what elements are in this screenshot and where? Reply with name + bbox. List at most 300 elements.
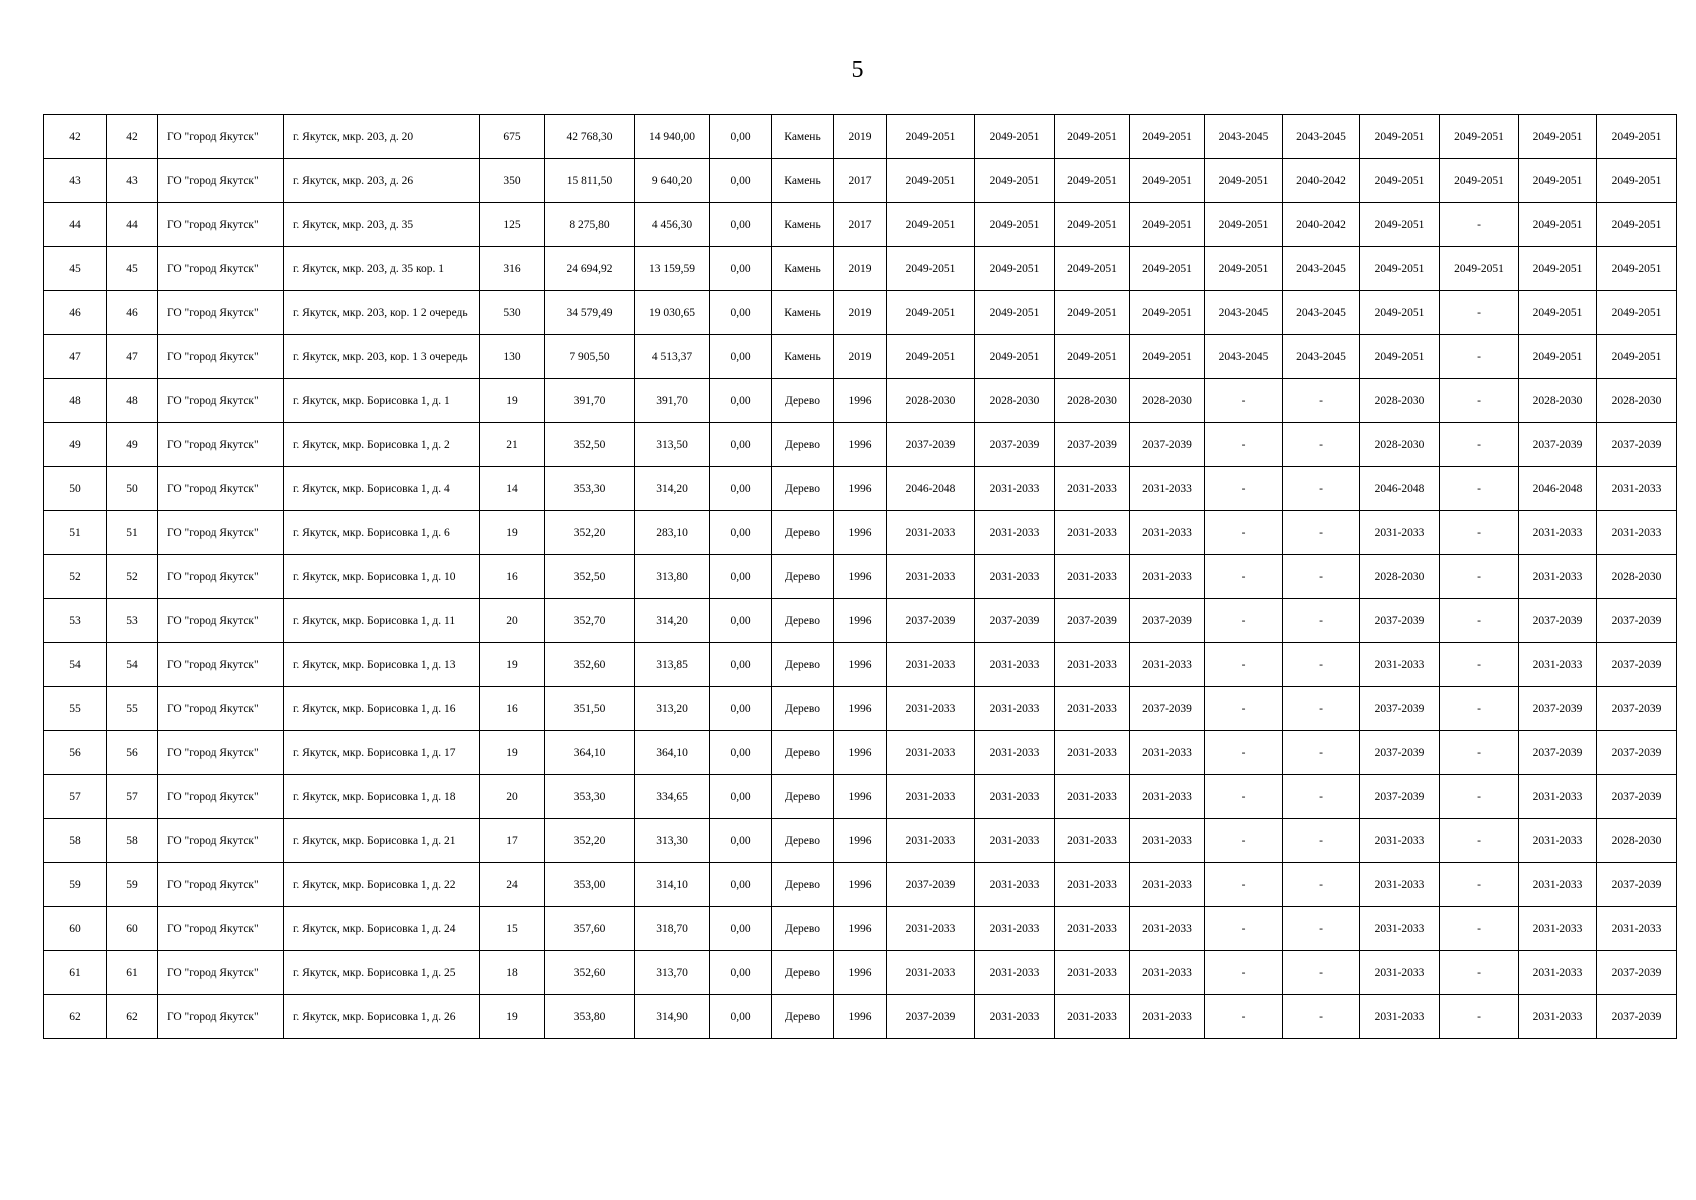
period-8-cell: 2049-2051 [1440,247,1519,291]
year-cell: 2017 [834,203,887,247]
period-5-cell: - [1205,511,1283,555]
period-4-cell: 2037-2039 [1130,687,1205,731]
period-9-cell: 2028-2030 [1519,379,1597,423]
period-1-cell: 2031-2033 [887,643,975,687]
address-cell: г. Якутск, мкр. Борисовка 1, д. 26 [284,995,480,1039]
period-8-cell: - [1440,203,1519,247]
period-2-cell: 2031-2033 [975,555,1055,599]
item-number-cell: 46 [107,291,158,335]
period-3-cell: 2031-2033 [1055,731,1130,775]
year-cell: 1996 [834,687,887,731]
period-3-cell: 2031-2033 [1055,995,1130,1039]
row-number-cell: 60 [44,907,107,951]
wall-material-cell: Дерево [772,467,834,511]
municipality-cell: ГО "город Якутск" [158,599,284,643]
period-10-cell: 2037-2039 [1597,423,1677,467]
period-10-cell: 2049-2051 [1597,247,1677,291]
municipality-cell: ГО "город Якутск" [158,951,284,995]
municipality-cell: ГО "город Якутск" [158,423,284,467]
period-2-cell: 2031-2033 [975,951,1055,995]
period-3-cell: 2031-2033 [1055,687,1130,731]
living-area-cell: 313,70 [635,951,710,995]
period-7-cell: 2037-2039 [1360,731,1440,775]
item-number-cell: 45 [107,247,158,291]
period-10-cell: 2049-2051 [1597,203,1677,247]
period-4-cell: 2031-2033 [1130,951,1205,995]
period-9-cell: 2031-2033 [1519,819,1597,863]
period-6-cell: - [1283,819,1360,863]
municipality-cell: ГО "город Якутск" [158,335,284,379]
housing-register-table [43,114,1677,1039]
page-number: 5 [851,57,864,83]
period-6-cell: - [1283,555,1360,599]
period-4-cell: 2031-2033 [1130,467,1205,511]
period-10-cell: 2037-2039 [1597,643,1677,687]
period-10-cell: 2037-2039 [1597,599,1677,643]
residents-cell: 19 [480,731,545,775]
period-9-cell: 2031-2033 [1519,995,1597,1039]
period-4-cell: 2031-2033 [1130,643,1205,687]
period-1-cell: 2031-2033 [887,555,975,599]
period-2-cell: 2049-2051 [975,115,1055,159]
period-8-cell: - [1440,335,1519,379]
year-cell: 1996 [834,863,887,907]
period-2-cell: 2049-2051 [975,247,1055,291]
period-4-cell: 2037-2039 [1130,599,1205,643]
value-cell: 0,00 [710,335,772,379]
period-4-cell: 2037-2039 [1130,423,1205,467]
address-cell: г. Якутск, мкр. 203, кор. 1 2 очередь [284,291,480,335]
total-area-cell: 357,60 [545,907,635,951]
municipality-cell: ГО "город Якутск" [158,159,284,203]
residents-cell: 24 [480,863,545,907]
table-row [44,467,1677,511]
municipality-cell: ГО "город Якутск" [158,115,284,159]
item-number-cell: 62 [107,995,158,1039]
period-4-cell: 2031-2033 [1130,819,1205,863]
wall-material-cell: Дерево [772,819,834,863]
period-4-cell: 2028-2030 [1130,379,1205,423]
period-7-cell: 2037-2039 [1360,599,1440,643]
period-1-cell: 2028-2030 [887,379,975,423]
period-7-cell: 2037-2039 [1360,775,1440,819]
municipality-cell: ГО "город Якутск" [158,379,284,423]
residents-cell: 16 [480,555,545,599]
year-cell: 2019 [834,291,887,335]
item-number-cell: 54 [107,643,158,687]
period-5-cell: - [1205,599,1283,643]
period-3-cell: 2031-2033 [1055,511,1130,555]
year-cell: 1996 [834,819,887,863]
year-cell: 1996 [834,423,887,467]
year-cell: 2019 [834,115,887,159]
residents-cell: 20 [480,599,545,643]
period-7-cell: 2049-2051 [1360,159,1440,203]
period-3-cell: 2031-2033 [1055,467,1130,511]
period-5-cell: - [1205,643,1283,687]
period-7-cell: 2031-2033 [1360,951,1440,995]
residents-cell: 19 [480,379,545,423]
period-9-cell: 2037-2039 [1519,599,1597,643]
total-area-cell: 353,30 [545,467,635,511]
period-10-cell: 2037-2039 [1597,863,1677,907]
period-2-cell: 2031-2033 [975,643,1055,687]
period-9-cell: 2031-2033 [1519,951,1597,995]
period-10-cell: 2049-2051 [1597,159,1677,203]
item-number-cell: 42 [107,115,158,159]
period-8-cell: - [1440,995,1519,1039]
period-8-cell: - [1440,291,1519,335]
value-cell: 0,00 [710,555,772,599]
period-3-cell: 2037-2039 [1055,423,1130,467]
row-number-cell: 58 [44,819,107,863]
period-5-cell: - [1205,467,1283,511]
value-cell: 0,00 [710,863,772,907]
residents-cell: 19 [480,995,545,1039]
period-2-cell: 2031-2033 [975,687,1055,731]
period-5-cell: - [1205,379,1283,423]
period-1-cell: 2049-2051 [887,247,975,291]
period-4-cell: 2031-2033 [1130,731,1205,775]
period-10-cell: 2037-2039 [1597,775,1677,819]
table-row [44,951,1677,995]
period-8-cell: - [1440,467,1519,511]
year-cell: 1996 [834,775,887,819]
wall-material-cell: Камень [772,159,834,203]
year-cell: 1996 [834,995,887,1039]
period-3-cell: 2049-2051 [1055,291,1130,335]
period-2-cell: 2031-2033 [975,467,1055,511]
period-4-cell: 2031-2033 [1130,555,1205,599]
living-area-cell: 313,50 [635,423,710,467]
period-2-cell: 2031-2033 [975,863,1055,907]
value-cell: 0,00 [710,247,772,291]
period-5-cell: 2043-2045 [1205,335,1283,379]
period-6-cell: - [1283,863,1360,907]
table-row [44,335,1677,379]
period-6-cell: 2040-2042 [1283,159,1360,203]
period-7-cell: 2037-2039 [1360,687,1440,731]
period-1-cell: 2031-2033 [887,951,975,995]
period-1-cell: 2049-2051 [887,291,975,335]
year-cell: 1996 [834,379,887,423]
year-cell: 1996 [834,643,887,687]
period-1-cell: 2031-2033 [887,907,975,951]
total-area-cell: 353,30 [545,775,635,819]
total-area-cell: 351,50 [545,687,635,731]
municipality-cell: ГО "город Якутск" [158,467,284,511]
municipality-cell: ГО "город Якутск" [158,643,284,687]
period-3-cell: 2031-2033 [1055,907,1130,951]
period-1-cell: 2031-2033 [887,731,975,775]
period-9-cell: 2049-2051 [1519,247,1597,291]
period-1-cell: 2037-2039 [887,423,975,467]
municipality-cell: ГО "город Якутск" [158,247,284,291]
municipality-cell: ГО "город Якутск" [158,687,284,731]
period-8-cell: - [1440,599,1519,643]
period-6-cell: - [1283,599,1360,643]
address-cell: г. Якутск, мкр. Борисовка 1, д. 11 [284,599,480,643]
period-2-cell: 2031-2033 [975,995,1055,1039]
year-cell: 1996 [834,907,887,951]
period-2-cell: 2031-2033 [975,731,1055,775]
living-area-cell: 313,20 [635,687,710,731]
period-8-cell: - [1440,819,1519,863]
living-area-cell: 364,10 [635,731,710,775]
wall-material-cell: Дерево [772,731,834,775]
period-2-cell: 2049-2051 [975,335,1055,379]
item-number-cell: 61 [107,951,158,995]
municipality-cell: ГО "город Якутск" [158,775,284,819]
period-6-cell: 2043-2045 [1283,247,1360,291]
year-cell: 1996 [834,555,887,599]
total-area-cell: 352,20 [545,511,635,555]
table-row [44,643,1677,687]
period-6-cell: - [1283,907,1360,951]
value-cell: 0,00 [710,291,772,335]
period-1-cell: 2031-2033 [887,775,975,819]
living-area-cell: 283,10 [635,511,710,555]
address-cell: г. Якутск, мкр. Борисовка 1, д. 17 [284,731,480,775]
address-cell: г. Якутск, мкр. 203, кор. 1 3 очередь [284,335,480,379]
table-row [44,159,1677,203]
period-6-cell: - [1283,951,1360,995]
value-cell: 0,00 [710,731,772,775]
period-6-cell: - [1283,379,1360,423]
period-3-cell: 2049-2051 [1055,159,1130,203]
total-area-cell: 15 811,50 [545,159,635,203]
municipality-cell: ГО "город Якутск" [158,511,284,555]
period-9-cell: 2037-2039 [1519,423,1597,467]
period-7-cell: 2049-2051 [1360,115,1440,159]
period-1-cell: 2037-2039 [887,599,975,643]
period-9-cell: 2037-2039 [1519,687,1597,731]
living-area-cell: 313,85 [635,643,710,687]
period-5-cell: - [1205,423,1283,467]
municipality-cell: ГО "город Якутск" [158,291,284,335]
row-number-cell: 57 [44,775,107,819]
item-number-cell: 53 [107,599,158,643]
period-7-cell: 2028-2030 [1360,555,1440,599]
period-3-cell: 2049-2051 [1055,115,1130,159]
total-area-cell: 24 694,92 [545,247,635,291]
period-4-cell: 2049-2051 [1130,335,1205,379]
period-8-cell: - [1440,643,1519,687]
wall-material-cell: Дерево [772,511,834,555]
total-area-cell: 42 768,30 [545,115,635,159]
living-area-cell: 334,65 [635,775,710,819]
wall-material-cell: Камень [772,335,834,379]
period-5-cell: - [1205,863,1283,907]
period-1-cell: 2031-2033 [887,687,975,731]
period-2-cell: 2049-2051 [975,203,1055,247]
period-7-cell: 2028-2030 [1360,379,1440,423]
period-5-cell: 2043-2045 [1205,115,1283,159]
row-number-cell: 47 [44,335,107,379]
period-5-cell: 2049-2051 [1205,247,1283,291]
living-area-cell: 313,30 [635,819,710,863]
living-area-cell: 314,20 [635,467,710,511]
table-row [44,731,1677,775]
year-cell: 1996 [834,467,887,511]
period-6-cell: - [1283,995,1360,1039]
period-2-cell: 2049-2051 [975,159,1055,203]
table-row [44,599,1677,643]
item-number-cell: 51 [107,511,158,555]
period-7-cell: 2031-2033 [1360,863,1440,907]
period-9-cell: 2037-2039 [1519,731,1597,775]
total-area-cell: 352,20 [545,819,635,863]
period-4-cell: 2049-2051 [1130,247,1205,291]
total-area-cell: 352,60 [545,951,635,995]
period-7-cell: 2046-2048 [1360,467,1440,511]
period-7-cell: 2049-2051 [1360,335,1440,379]
period-2-cell: 2028-2030 [975,379,1055,423]
period-7-cell: 2031-2033 [1360,643,1440,687]
period-7-cell: 2049-2051 [1360,247,1440,291]
municipality-cell: ГО "город Якутск" [158,995,284,1039]
period-1-cell: 2049-2051 [887,203,975,247]
wall-material-cell: Дерево [772,951,834,995]
period-5-cell: - [1205,731,1283,775]
row-number-cell: 52 [44,555,107,599]
value-cell: 0,00 [710,467,772,511]
living-area-cell: 4 513,37 [635,335,710,379]
period-7-cell: 2031-2033 [1360,995,1440,1039]
residents-cell: 19 [480,643,545,687]
living-area-cell: 314,10 [635,863,710,907]
period-9-cell: 2049-2051 [1519,159,1597,203]
wall-material-cell: Камень [772,203,834,247]
municipality-cell: ГО "город Якутск" [158,819,284,863]
period-8-cell: - [1440,687,1519,731]
value-cell: 0,00 [710,951,772,995]
table-row [44,995,1677,1039]
total-area-cell: 352,50 [545,423,635,467]
table-row [44,555,1677,599]
total-area-cell: 352,50 [545,555,635,599]
value-cell: 0,00 [710,379,772,423]
period-7-cell: 2031-2033 [1360,819,1440,863]
municipality-cell: ГО "город Якутск" [158,863,284,907]
period-1-cell: 2037-2039 [887,995,975,1039]
period-6-cell: - [1283,423,1360,467]
row-number-cell: 50 [44,467,107,511]
period-6-cell: - [1283,643,1360,687]
row-number-cell: 49 [44,423,107,467]
address-cell: г. Якутск, мкр. Борисовка 1, д. 1 [284,379,480,423]
municipality-cell: ГО "город Якутск" [158,555,284,599]
period-5-cell: 2049-2051 [1205,203,1283,247]
address-cell: г. Якутск, мкр. Борисовка 1, д. 16 [284,687,480,731]
period-10-cell: 2031-2033 [1597,907,1677,951]
living-area-cell: 14 940,00 [635,115,710,159]
period-8-cell: 2049-2051 [1440,115,1519,159]
item-number-cell: 60 [107,907,158,951]
wall-material-cell: Дерево [772,863,834,907]
row-number-cell: 55 [44,687,107,731]
address-cell: г. Якутск, мкр. Борисовка 1, д. 4 [284,467,480,511]
period-4-cell: 2031-2033 [1130,907,1205,951]
period-3-cell: 2037-2039 [1055,599,1130,643]
wall-material-cell: Дерево [772,599,834,643]
residents-cell: 316 [480,247,545,291]
wall-material-cell: Дерево [772,907,834,951]
municipality-cell: ГО "город Якутск" [158,203,284,247]
period-10-cell: 2037-2039 [1597,687,1677,731]
period-6-cell: 2040-2042 [1283,203,1360,247]
wall-material-cell: Камень [772,291,834,335]
address-cell: г. Якутск, мкр. Борисовка 1, д. 21 [284,819,480,863]
year-cell: 1996 [834,599,887,643]
row-number-cell: 43 [44,159,107,203]
period-4-cell: 2031-2033 [1130,863,1205,907]
item-number-cell: 48 [107,379,158,423]
period-2-cell: 2031-2033 [975,819,1055,863]
period-9-cell: 2031-2033 [1519,555,1597,599]
period-4-cell: 2031-2033 [1130,775,1205,819]
table-row [44,775,1677,819]
living-area-cell: 318,70 [635,907,710,951]
year-cell: 1996 [834,951,887,995]
value-cell: 0,00 [710,599,772,643]
period-3-cell: 2028-2030 [1055,379,1130,423]
period-10-cell: 2028-2030 [1597,379,1677,423]
period-10-cell: 2028-2030 [1597,555,1677,599]
period-6-cell: - [1283,511,1360,555]
period-10-cell: 2031-2033 [1597,467,1677,511]
period-8-cell: - [1440,555,1519,599]
residents-cell: 17 [480,819,545,863]
period-3-cell: 2049-2051 [1055,335,1130,379]
period-8-cell: - [1440,951,1519,995]
period-2-cell: 2037-2039 [975,599,1055,643]
period-4-cell: 2031-2033 [1130,995,1205,1039]
period-2-cell: 2031-2033 [975,511,1055,555]
wall-material-cell: Дерево [772,643,834,687]
period-10-cell: 2049-2051 [1597,335,1677,379]
residents-cell: 19 [480,511,545,555]
period-2-cell: 2037-2039 [975,423,1055,467]
item-number-cell: 55 [107,687,158,731]
period-10-cell: 2031-2033 [1597,511,1677,555]
living-area-cell: 4 456,30 [635,203,710,247]
period-7-cell: 2028-2030 [1360,423,1440,467]
period-9-cell: 2049-2051 [1519,203,1597,247]
address-cell: г. Якутск, мкр. Борисовка 1, д. 22 [284,863,480,907]
period-3-cell: 2031-2033 [1055,819,1130,863]
period-9-cell: 2049-2051 [1519,335,1597,379]
residents-cell: 20 [480,775,545,819]
address-cell: г. Якутск, мкр. Борисовка 1, д. 6 [284,511,480,555]
residents-cell: 18 [480,951,545,995]
item-number-cell: 47 [107,335,158,379]
total-area-cell: 352,70 [545,599,635,643]
period-5-cell: - [1205,951,1283,995]
period-1-cell: 2037-2039 [887,863,975,907]
period-5-cell: - [1205,819,1283,863]
period-3-cell: 2031-2033 [1055,555,1130,599]
period-6-cell: - [1283,731,1360,775]
address-cell: г. Якутск, мкр. Борисовка 1, д. 10 [284,555,480,599]
period-9-cell: 2031-2033 [1519,643,1597,687]
total-area-cell: 7 905,50 [545,335,635,379]
period-3-cell: 2049-2051 [1055,203,1130,247]
table-body [44,115,1677,1039]
item-number-cell: 49 [107,423,158,467]
period-1-cell: 2031-2033 [887,819,975,863]
wall-material-cell: Дерево [772,775,834,819]
